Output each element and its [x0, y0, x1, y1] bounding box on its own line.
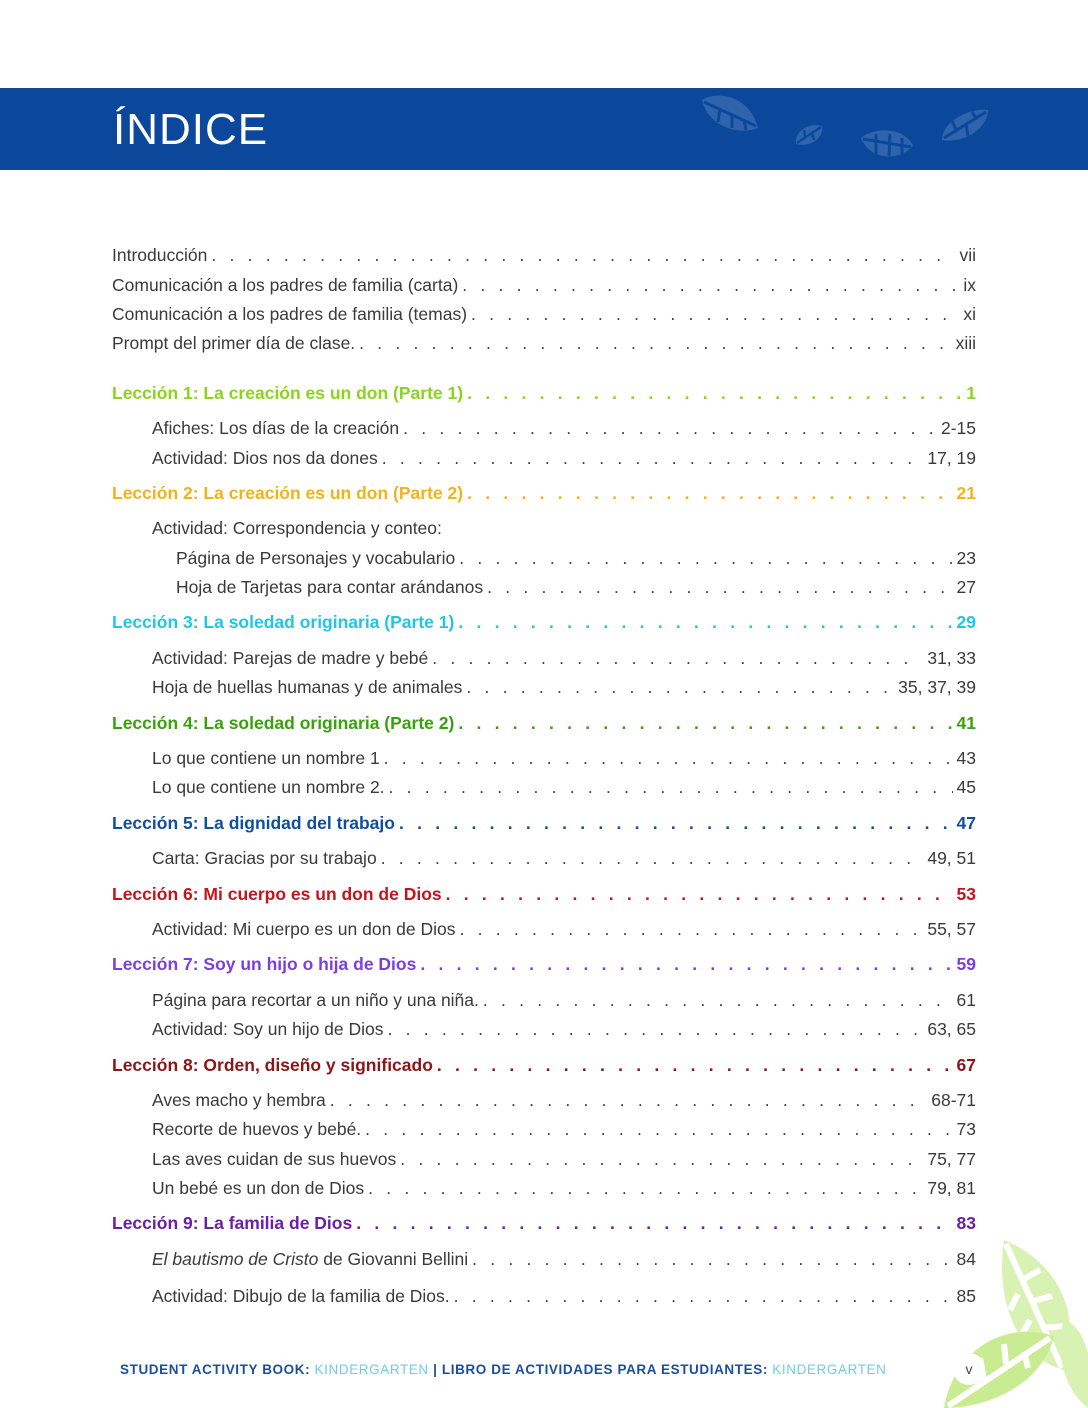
- toc-entry[interactable]: [152, 1246, 976, 1272]
- toc-entry-label: Aves macho y hembra: [152, 1090, 326, 1110]
- toc-page-number: vii: [959, 245, 976, 265]
- dot-leader: [460, 916, 924, 942]
- toc-entry-label: Afiches: Los días de la creación: [152, 418, 400, 438]
- toc-entry[interactable]: [152, 445, 976, 471]
- toc-entry-label: Actividad: Mi cuerpo es un don de Dios: [152, 919, 456, 939]
- footer-grade-en: KINDERGARTEN: [310, 1362, 429, 1377]
- toc-page-number: 84: [956, 1249, 976, 1269]
- toc-page-number: 27: [956, 577, 976, 597]
- toc-entry-label: Hoja de Tarjetas para contar arándanos: [176, 577, 484, 597]
- footer-separator: |: [428, 1362, 442, 1377]
- toc-page-number: 43: [956, 748, 976, 768]
- page-title: ÍNDICE: [113, 105, 269, 154]
- toc-entry-label: Lección 4: La soledad originaria (Parte 2): [112, 713, 455, 733]
- toc-entry[interactable]: [152, 845, 976, 871]
- dot-leader: [437, 1052, 953, 1078]
- toc-entry[interactable]: [152, 745, 976, 771]
- toc-page-number: 53: [956, 884, 976, 904]
- toc-entry[interactable]: [152, 774, 976, 800]
- toc-page-number: 29: [956, 612, 976, 632]
- toc-page-number: 41: [956, 713, 976, 733]
- footer-book-title-en: STUDENT ACTIVITY BOOK:: [120, 1362, 311, 1377]
- toc-page-number: 35, 37, 39: [898, 677, 976, 697]
- toc-entry-label: Lo que contiene un nombre 2.: [152, 777, 385, 797]
- dot-leader: [211, 242, 955, 268]
- dot-leader: [459, 545, 952, 571]
- toc-page-number: 83: [956, 1213, 976, 1233]
- toc-entry-label: Hoja de huellas humanas y de animales: [152, 677, 463, 697]
- dot-leader: [359, 330, 951, 356]
- toc-entry[interactable]: [152, 916, 976, 942]
- toc-entry-label-rest: de Giovanni Bellini: [318, 1249, 469, 1269]
- dot-leader: [458, 710, 952, 736]
- toc-page-number: 59: [956, 954, 976, 974]
- dot-leader: [365, 1116, 952, 1142]
- dot-leader: [389, 774, 953, 800]
- toc-page-number: 68-71: [931, 1090, 976, 1110]
- toc-entry-label: Un bebé es un don de Dios: [152, 1178, 365, 1198]
- toc-lesson-entry[interactable]: [112, 609, 976, 635]
- toc-entry[interactable]: [152, 1116, 976, 1142]
- toc-entry[interactable]: [152, 1175, 976, 1201]
- toc-page-number: ix: [963, 275, 976, 295]
- toc-entry-label-italic: El bautismo de Cristo: [152, 1249, 319, 1269]
- dot-leader: [472, 1246, 952, 1272]
- dot-leader: [368, 1175, 923, 1201]
- dot-leader: [384, 745, 953, 771]
- toc-page-number: xiii: [955, 333, 976, 353]
- toc-lesson-entry[interactable]: [112, 710, 976, 736]
- toc-entry-label: Lección 5: La dignidad del trabajo: [112, 813, 395, 833]
- footer-book-title-es: LIBRO DE ACTIVIDADES PARA ESTUDIANTES:: [441, 1362, 768, 1377]
- toc-entry[interactable]: [112, 242, 976, 268]
- toc-entry-label: Lección 6: Mi cuerpo es un don de Dios: [112, 884, 442, 904]
- toc-entry-label: Actividad: Dios nos da dones: [152, 448, 378, 468]
- toc-lesson-entry[interactable]: [112, 380, 976, 406]
- toc-entry-label: Prompt del primer día de clase.: [112, 333, 356, 353]
- toc-entry[interactable]: [176, 574, 976, 600]
- dot-leader: [388, 1016, 924, 1042]
- dot-leader: [381, 845, 924, 871]
- toc-page-number: 45: [956, 777, 976, 797]
- toc-entry-label: Actividad: Soy un hijo de Dios: [152, 1019, 384, 1039]
- toc-page-number: xi: [963, 304, 976, 324]
- toc-page-number: 73: [956, 1119, 976, 1139]
- toc-entry-label: Comunicación a los padres de familia (temas): [112, 304, 468, 324]
- toc-entry-label: Página para recortar a un niño y una niña.: [152, 990, 479, 1010]
- toc-lesson-entry[interactable]: [112, 951, 976, 977]
- toc-entry-label: Lo que contiene un nombre 1: [152, 748, 380, 768]
- toc-entry[interactable]: [112, 330, 976, 356]
- toc-entry-label: [152, 1246, 468, 1272]
- toc-entry[interactable]: [152, 1146, 976, 1172]
- footer: [120, 1360, 887, 1380]
- toc-entry[interactable]: [152, 415, 976, 441]
- toc-entry-label: Lección 8: Orden, diseño y significado: [112, 1055, 433, 1075]
- toc-entry-label: Carta: Gracias por su trabajo: [152, 848, 377, 868]
- page-number: v: [953, 1353, 985, 1385]
- toc-entry-label: Actividad: Correspondencia y conteo:: [152, 518, 442, 538]
- toc-entry[interactable]: [152, 645, 976, 671]
- toc-page-number: 63, 65: [927, 1019, 976, 1039]
- toc-entry-label: Actividad: Parejas de madre y bebé: [152, 648, 429, 668]
- toc-entry-label: Página de Personajes y vocabulario: [176, 548, 456, 568]
- dot-leader: [471, 301, 959, 327]
- toc-page-number: 47: [956, 813, 976, 833]
- toc-page-number: 79, 81: [927, 1178, 976, 1198]
- toc-lesson-entry[interactable]: [112, 1052, 976, 1078]
- toc-page-number: 21: [956, 483, 976, 503]
- toc-entry[interactable]: [152, 1087, 976, 1113]
- dot-leader: [432, 645, 923, 671]
- dot-leader: [400, 1146, 923, 1172]
- toc-lesson-entry[interactable]: [112, 810, 976, 836]
- dot-leader: [466, 674, 894, 700]
- toc-entry[interactable]: [112, 301, 976, 327]
- toc-entry-label: Lección 3: La soledad originaria (Parte 1): [112, 612, 455, 632]
- dot-leader: [467, 480, 952, 506]
- dot-leader: [483, 987, 953, 1013]
- toc-entry-label: Lección 7: Soy un hijo o hija de Dios: [112, 954, 417, 974]
- toc-entry[interactable]: [152, 674, 976, 700]
- toc-page-number: 85: [956, 1286, 976, 1306]
- dot-leader: [356, 1210, 952, 1236]
- toc-page-number: 55, 57: [927, 919, 976, 939]
- dot-leader: [454, 1283, 953, 1309]
- toc-entry[interactable]: [152, 987, 976, 1013]
- toc-entry-label: Las aves cuidan de sus huevos: [152, 1149, 397, 1169]
- toc-entry-label: Introducción: [112, 245, 208, 265]
- toc-page-number: 2-15: [940, 418, 976, 438]
- toc-entry-label: Lección 2: La creación es un don (Parte 2): [112, 483, 464, 503]
- toc-page-number: 23: [956, 548, 976, 568]
- toc-page-number: 75, 77: [927, 1149, 976, 1169]
- toc-page-number: 17, 19: [927, 448, 976, 468]
- toc-entry-label: Actividad: Dibujo de la familia de Dios.: [152, 1286, 450, 1306]
- dot-leader: [467, 380, 962, 406]
- dot-leader: [487, 574, 952, 600]
- toc-entry-label: Lección 9: La familia de Dios: [112, 1213, 353, 1233]
- toc-entry[interactable]: [152, 1283, 976, 1309]
- toc-entry-label: Comunicación a los padres de familia (carta): [112, 275, 459, 295]
- toc-lesson-entry[interactable]: [112, 881, 976, 907]
- dot-leader: [462, 272, 959, 298]
- dot-leader: [399, 810, 953, 836]
- footer-grade-es: KINDERGARTEN: [767, 1362, 887, 1377]
- toc-lesson-entry[interactable]: [112, 1210, 976, 1236]
- dot-leader: [330, 1087, 927, 1113]
- dot-leader: [420, 951, 952, 977]
- toc-lesson-entry[interactable]: [112, 480, 976, 506]
- toc-entry[interactable]: [176, 545, 976, 571]
- dot-leader: [382, 445, 924, 471]
- toc-entry[interactable]: [112, 272, 976, 298]
- toc-page-number: 67: [956, 1055, 976, 1075]
- toc-page-number: 1: [966, 383, 976, 403]
- toc-page-number: 49, 51: [927, 848, 976, 868]
- toc-entry[interactable]: [152, 515, 976, 541]
- toc-entry-label: Lección 1: La creación es un don (Parte 1): [112, 383, 464, 403]
- dot-leader: [446, 881, 953, 907]
- dot-leader: [458, 609, 952, 635]
- toc-page-number: 61: [956, 990, 976, 1010]
- toc-page-number: 31, 33: [927, 648, 976, 668]
- toc-entry[interactable]: [152, 1016, 976, 1042]
- dot-leader: [403, 415, 937, 441]
- toc-entry-label: Recorte de huevos y bebé.: [152, 1119, 362, 1139]
